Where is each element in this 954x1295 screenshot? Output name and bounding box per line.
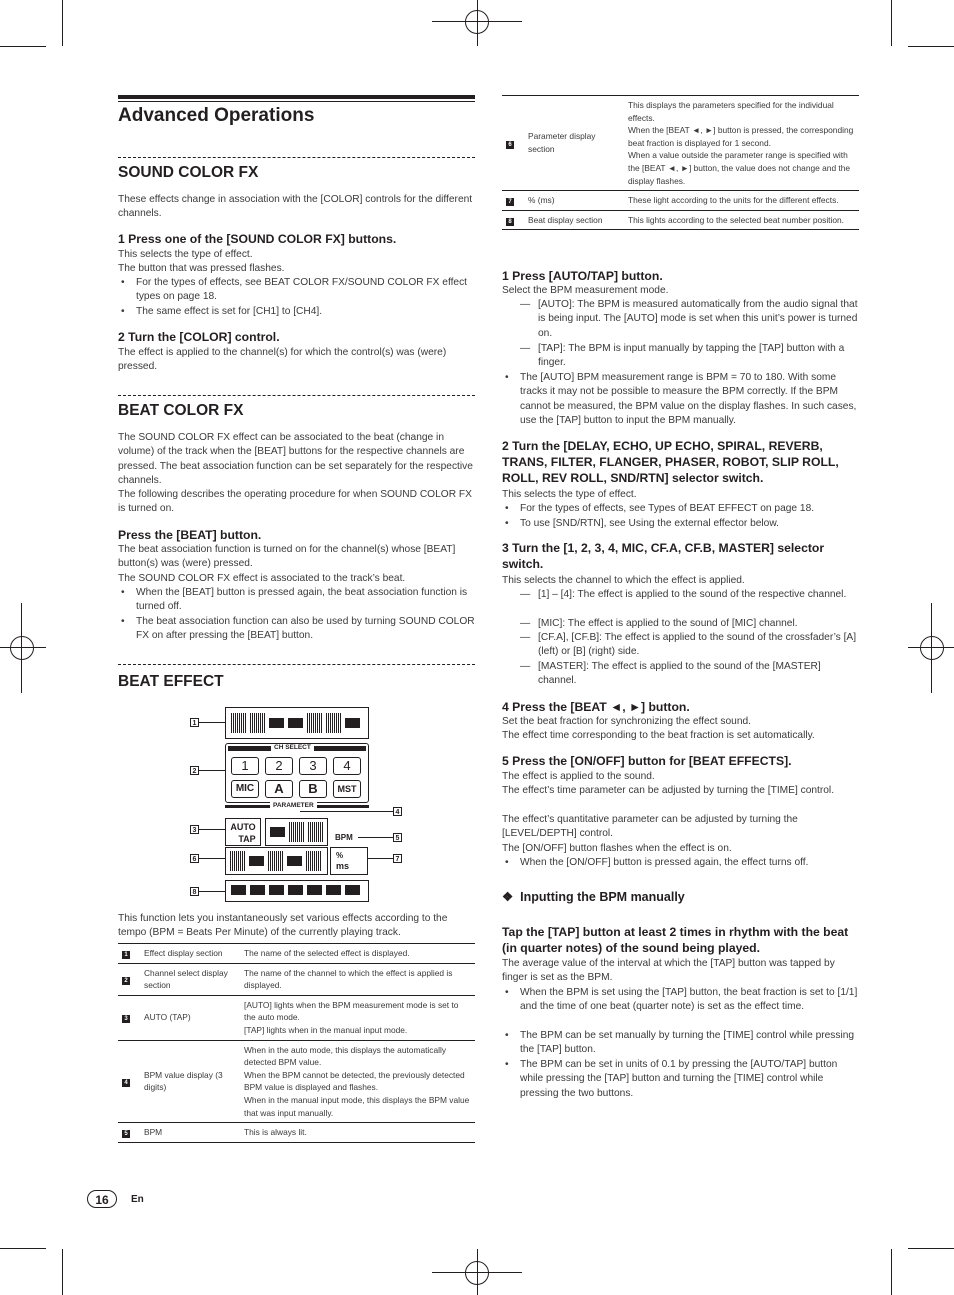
row-description: The name of the selected effect is displayed.: [240, 944, 475, 964]
bpm-value-display: [265, 818, 328, 846]
step-text: The button that was pressed flashes.: [118, 263, 285, 274]
step-text: The effect is applied to the channel(s) for which the control(s) was (were) pressed.: [118, 347, 447, 373]
row-name: Parameter display section: [524, 96, 624, 191]
row-name: AUTO (TAP): [140, 995, 240, 1040]
bullet: • The [AUTO] BPM measurement range is BPM = 70 to 180. With some tracks it may not be possible to measure the BPM correctly. If the BPM cannot be measured, the BPM value on the display flashes. In such cases, use the [TAP] button to input the BPM manually.: [502, 371, 859, 429]
step-text: The effect time corresponding to the beat fraction is set automatically.: [502, 730, 815, 741]
bullet: • When the [ON/OFF] button is pressed again, the effect turns off.: [502, 856, 859, 870]
step-text: The [ON/OFF] button flashes when the effect is on.: [502, 843, 732, 854]
crop-mark: [891, 1249, 892, 1295]
registration-line: [931, 603, 932, 693]
row-number: 2: [122, 977, 130, 985]
step-title: 2 Turn the [COLOR] control.: [118, 330, 280, 344]
ch-select-label: CH SELECT: [271, 744, 314, 752]
step-text: This selects the type of effect.: [118, 249, 253, 260]
bullet: • The BPM can be set manually by turning the [TIME] control while pressing the [TAP] button.: [502, 1029, 859, 1058]
table-row: [118, 1123, 475, 1143]
table-row: [118, 963, 475, 995]
bpm-label: BPM: [335, 833, 353, 842]
language-label: En: [131, 1194, 144, 1205]
beat-color-fx-intro: The SOUND COLOR FX effect can be associated to the beat (change in volume) of the track when the [BEAT] buttons for the respective channels are pressed. The beat association function can be set separately for the respective channels.: [118, 432, 473, 487]
crop-mark: [62, 1249, 63, 1295]
dash-item: — [MIC]: The effect is applied to the sound of [MIC] channel.: [502, 617, 859, 631]
table-row: [502, 191, 859, 211]
heading-beat-effect: BEAT EFFECT: [118, 673, 224, 690]
registration-line: [477, 1249, 478, 1295]
row-name: Effect display section: [140, 944, 240, 964]
crop-mark: [0, 46, 46, 47]
row-number: 5: [122, 1130, 130, 1138]
beat-display-section: [225, 880, 369, 902]
section-rule: [118, 664, 475, 665]
parameter-display-section: [225, 847, 328, 875]
row-name: Beat display section: [524, 210, 624, 230]
registration-mark: [920, 636, 944, 660]
step-text: The SOUND COLOR FX effect is associated to the track’s beat.: [118, 573, 406, 584]
heading-sound-color-fx: SOUND COLOR FX: [118, 164, 259, 181]
step-text: The effect’s time parameter can be adjusted by turning the [TIME] control.: [502, 785, 835, 796]
row-number: 7: [506, 198, 514, 206]
table-row: [118, 944, 475, 964]
step-title: 2 Turn the [DELAY, ECHO, UP ECHO, SPIRAL, REVERB, TRANS, FILTER, FLANGER, PHASER, ROBOT, SLIP ROLL, ROLL, REV ROLL, SND/RTN] selector switch.: [502, 439, 839, 485]
effect-display-section: [225, 707, 369, 739]
callout-8: 8: [190, 887, 199, 896]
dash-item: — [TAP]: The BPM is input manually by tapping the [TAP] button with a finger.: [502, 342, 859, 371]
manual-bpm-heading: ❖ Inputting the BPM manually: [502, 890, 685, 904]
row-number: 1: [122, 951, 130, 959]
page-number: 16: [87, 1190, 117, 1208]
registration-line: [0, 647, 46, 648]
dash-item: — [CF.A], [CF.B]: The effect is applied to the sound of the crossfader’s [A] (left) or [B] (right) side.: [502, 631, 859, 660]
step-text: The average value of the interval at which the [TAP] button was tapped by finger is set as the BPM.: [502, 958, 835, 984]
row-description: This displays the parameters specified for the individual effects. When the [BEAT ◄, ►] button is pressed, the corresponding beat fraction is displayed for 1 second. When a value outside the parameter range is specified with the [BEAT ◄, ►] button, the value does not change and the display flashes.: [624, 96, 859, 191]
crop-mark: [891, 0, 892, 46]
callout-7: 7: [393, 854, 402, 863]
step-text: The effect is applied to the sound.: [502, 771, 655, 782]
percent-ms-indicator: % ms: [330, 847, 368, 875]
table-row: [118, 995, 475, 1040]
step-title: 5 Press the [ON/OFF] button for [BEAT EFFECTS].: [502, 754, 792, 768]
sound-color-fx-intro: These effects change in association with the [COLOR] controls for the different channels.: [118, 194, 473, 220]
ch3-indicator: 3: [299, 757, 327, 775]
bullet: • To use [SND/RTN], see Using the external effector below.: [502, 517, 859, 531]
row-name: BPM: [140, 1123, 240, 1143]
registration-line: [21, 603, 22, 693]
table-row: [502, 210, 859, 230]
row-description: [AUTO] lights when the BPM measurement mode is set to the auto mode. [TAP] lights when in the manual input mode.: [240, 995, 475, 1040]
segment-display: [231, 713, 360, 733]
diamond-icon: ❖: [502, 890, 514, 904]
callout-6: 6: [190, 854, 199, 863]
step-title: 3 Turn the [1, 2, 3, 4, MIC, CF.A, CF.B, MASTER] selector switch.: [502, 541, 825, 571]
ch2-indicator: 2: [265, 757, 293, 775]
step-title: 4 Press the [BEAT ◄, ►] button.: [502, 700, 690, 714]
step-text: Set the beat fraction for synchronizing the effect sound.: [502, 716, 751, 727]
title-rule: [118, 95, 475, 99]
step-title: 1 Press [AUTO/TAP] button.: [502, 269, 663, 283]
registration-line: [477, 0, 478, 46]
section-rule: [118, 395, 475, 396]
step-text: Select the BPM measurement mode.: [502, 285, 669, 296]
step-text: This selects the type of effect.: [502, 489, 637, 500]
channel-select-display-section: [225, 743, 369, 803]
beat-effect-intro: This function lets you instantaneously set various effects according to the tempo (BPM = Beats Per Minute) of the currently playing track.: [118, 913, 448, 939]
step-text: The beat association function is turned on for the channel(s) whose [BEAT] button(s) was (were) pressed.: [118, 544, 456, 570]
dash-item: — [AUTO]: The BPM is measured automatically from the audio signal that is being input. The [AUTO] mode is set when this unit’s power is turned on.: [502, 298, 859, 341]
step-text: The effect’s quantitative parameter can be adjusted by turning the [LEVEL/DEPTH] control.: [502, 814, 798, 840]
mic-indicator: MIC: [231, 780, 259, 798]
display-legend-table: [118, 943, 475, 1143]
row-number: 6: [506, 141, 514, 149]
callout-4: 4: [393, 807, 402, 816]
row-description: This lights according to the selected beat number position.: [624, 210, 859, 230]
master-indicator: MST: [333, 780, 361, 798]
callout-5: 5: [393, 833, 402, 842]
table-row: [502, 96, 859, 191]
crop-mark: [0, 1248, 46, 1249]
step-title: Press the [BEAT] button.: [118, 528, 262, 542]
row-description: These light according to the units for the different effects.: [624, 191, 859, 211]
beat-color-fx-intro2: The following describes the operating procedure for when SOUND COLOR FX is turned on.: [118, 489, 472, 515]
row-description: When in the auto mode, this displays the automatically detected BPM value. When the BPM cannot be detected, the previously detected BPM value is displayed and flashes. When in the manual input mode, this displays the BPM value that was input manually.: [240, 1040, 475, 1123]
row-number: 8: [506, 218, 514, 226]
row-number: 4: [122, 1079, 130, 1087]
callout-3: 3: [190, 825, 199, 834]
section-rule: [118, 157, 475, 158]
row-name: Channel select display section: [140, 963, 240, 995]
page-title: Advanced Operations: [118, 105, 315, 126]
table-row: [118, 1040, 475, 1123]
row-name: % (ms): [524, 191, 624, 211]
parameter-label: PARAMETER: [270, 801, 317, 810]
bullet: • The same effect is set for [CH1] to [CH4].: [118, 305, 475, 319]
registration-mark: [10, 636, 34, 660]
crop-mark: [908, 1248, 954, 1249]
heading-beat-color-fx: BEAT COLOR FX: [118, 402, 244, 419]
callout-2: 2: [190, 766, 199, 775]
ch4-indicator: 4: [333, 757, 361, 775]
display-legend-table-continued: [502, 95, 859, 230]
bullet: • When the [BEAT] button is pressed again, the beat association function is turned off.: [118, 586, 475, 615]
cf-a-indicator: A: [265, 780, 293, 798]
beat-effect-display-diagram: [188, 705, 408, 905]
callout-1: 1: [190, 718, 199, 727]
dash-item: — [MASTER]: The effect is applied to the sound of the [MASTER] channel.: [502, 660, 859, 689]
cf-b-indicator: B: [299, 780, 327, 798]
crop-mark: [62, 0, 63, 46]
ch1-indicator: 1: [231, 757, 259, 775]
bullet: • The beat association function can also be used by turning SOUND COLOR FX on after pressing the [BEAT] button.: [118, 615, 475, 644]
step-text: This selects the channel to which the effect is applied.: [502, 575, 745, 586]
row-name: BPM value display (3 digits): [140, 1040, 240, 1123]
bullet: • For the types of effects, see Types of BEAT EFFECT on page 18.: [502, 502, 859, 516]
row-number: 3: [122, 1015, 130, 1023]
step-title: 1 Press one of the [SOUND COLOR FX] buttons.: [118, 232, 397, 246]
title-rule: [118, 101, 475, 102]
row-description: The name of the channel to which the effect is applied is displayed.: [240, 963, 475, 995]
auto-tap-indicator: AUTO TAP: [225, 818, 261, 846]
row-description: This is always lit.: [240, 1123, 475, 1143]
dash-item: — [1] – [4]: The effect is applied to the sound of the respective channel.: [502, 588, 859, 602]
step-title: Tap the [TAP] button at least 2 times in rhythm with the beat (in quarter notes) of the sound being played.: [502, 925, 849, 955]
bullet: • For the types of effects, see BEAT COLOR FX/SOUND COLOR FX effect types on page 18.: [118, 276, 475, 305]
bullet: • When the BPM is set using the [TAP] button, the beat fraction is set to [1/1] and the time of one beat (quarter note) is set as the effect time.: [502, 986, 859, 1015]
bullet: • The BPM can be set in units of 0.1 by pressing the [AUTO/TAP] button while pressing the [TAP] button and turning the [TIME] control while pressing the two buttons.: [502, 1058, 859, 1101]
crop-mark: [908, 46, 954, 47]
